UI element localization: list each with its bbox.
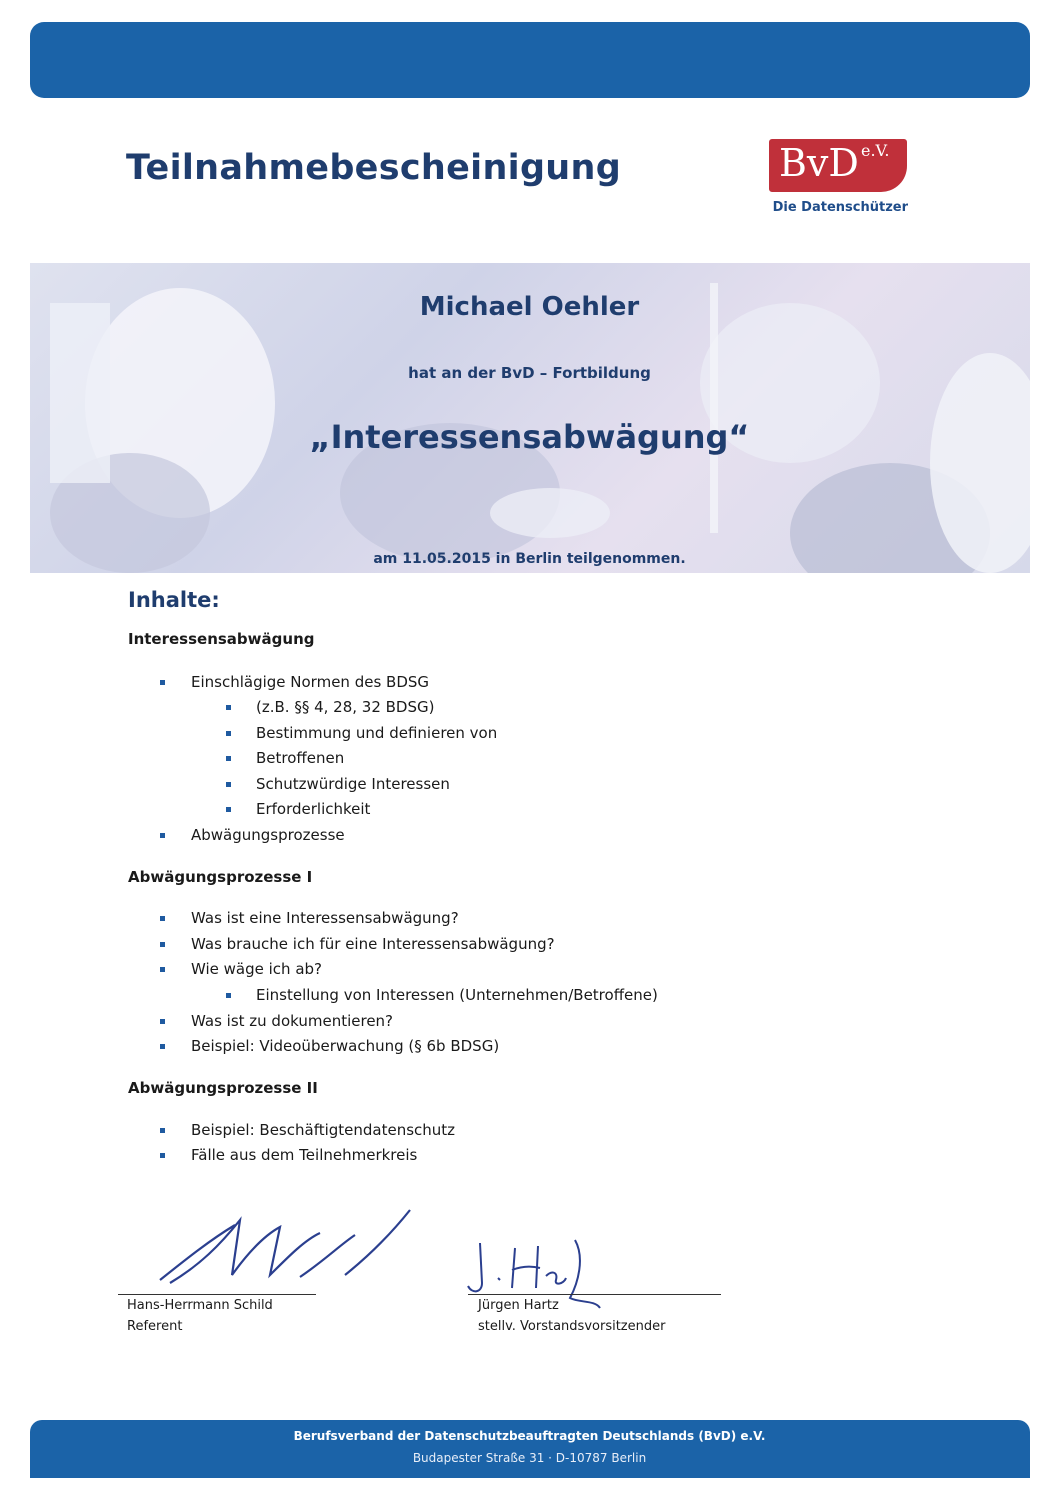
footer-organization: Berufsverband der Datenschutzbeauftragten Deutschlands (BvD) e.V. xyxy=(293,1429,766,1443)
contents-heading: Inhalte: xyxy=(128,588,220,612)
bullet-icon xyxy=(160,916,165,921)
list-item: Bestimmung und definieren von xyxy=(256,724,498,742)
list-item: Was ist zu dokumentieren? xyxy=(191,1012,394,1030)
bvd-logo xyxy=(769,139,907,192)
bullet-icon xyxy=(160,1153,165,1158)
signature-line xyxy=(118,1294,316,1295)
course-title: „Interessensabwägung“ xyxy=(309,418,750,456)
list-item: Was brauche ich für eine Interessensabwägung? xyxy=(191,935,555,953)
list-item: Beispiel: Beschäftigtendatenschutz xyxy=(191,1121,456,1139)
date-location-line: am 11.05.2015 in Berlin teilgenommen. xyxy=(373,551,686,567)
signature-line xyxy=(468,1294,721,1295)
signatory-role: stellv. Vorstandsvorsitzender xyxy=(478,1319,666,1334)
list-item: Erforderlichkeit xyxy=(256,800,371,818)
list-item: Fälle aus dem Teilnehmerkreis xyxy=(191,1146,418,1164)
bullet-icon xyxy=(226,705,231,710)
list-item: Einschlägige Normen des BDSG xyxy=(191,673,430,691)
recipient-name: Michael Oehler xyxy=(419,292,640,322)
signatory-name: Hans-Herrmann Schild xyxy=(127,1298,273,1313)
bullet-icon xyxy=(160,833,165,838)
bullet-icon xyxy=(160,1019,165,1024)
footer-address: Budapester Straße 31 · D-10787 Berlin xyxy=(412,1451,647,1465)
list-item: Abwägungsprozesse xyxy=(191,826,345,844)
bullet-icon xyxy=(160,1044,165,1049)
bullet-icon xyxy=(226,807,231,812)
section-title: Abwägungsprozesse I xyxy=(128,868,313,886)
list-item: Schutzwürdige Interessen xyxy=(256,775,450,793)
signature-schild-icon xyxy=(140,1205,430,1295)
header-bar xyxy=(30,22,1030,98)
list-item: Beispiel: Videoüberwachung (§ 6b BDSG) xyxy=(191,1037,500,1055)
section-title: Abwägungsprozesse II xyxy=(128,1079,318,1097)
bullet-icon xyxy=(226,756,231,761)
logo-text: BvD xyxy=(779,141,859,185)
bullet-icon xyxy=(160,942,165,947)
list-item: (z.B. §§ 4, 28, 32 BDSG) xyxy=(256,698,435,716)
bullet-icon xyxy=(226,993,231,998)
bullet-icon xyxy=(226,731,231,736)
bullet-icon xyxy=(160,680,165,685)
bullet-icon xyxy=(160,1128,165,1133)
list-item: Was ist eine Interessensabwägung? xyxy=(191,909,459,927)
signatory-role: Referent xyxy=(127,1319,183,1334)
participation-text: hat an der BvD – Fortbildung xyxy=(408,364,651,382)
logo-tagline: Die Datenschützer xyxy=(772,200,908,215)
signatory-name: Jürgen Hartz xyxy=(478,1298,559,1313)
bullet-icon xyxy=(160,967,165,972)
bullet-icon xyxy=(226,782,231,787)
document-title: Teilnahmebescheinigung xyxy=(126,148,622,188)
logo-superscript: e.V. xyxy=(861,141,890,160)
section-title: Interessensabwägung xyxy=(128,630,315,648)
list-item: Einstellung von Interessen (Unternehmen/Betroffene) xyxy=(256,986,658,1004)
list-item: Betroffenen xyxy=(256,749,345,767)
list-item: Wie wäge ich ab? xyxy=(191,960,323,978)
